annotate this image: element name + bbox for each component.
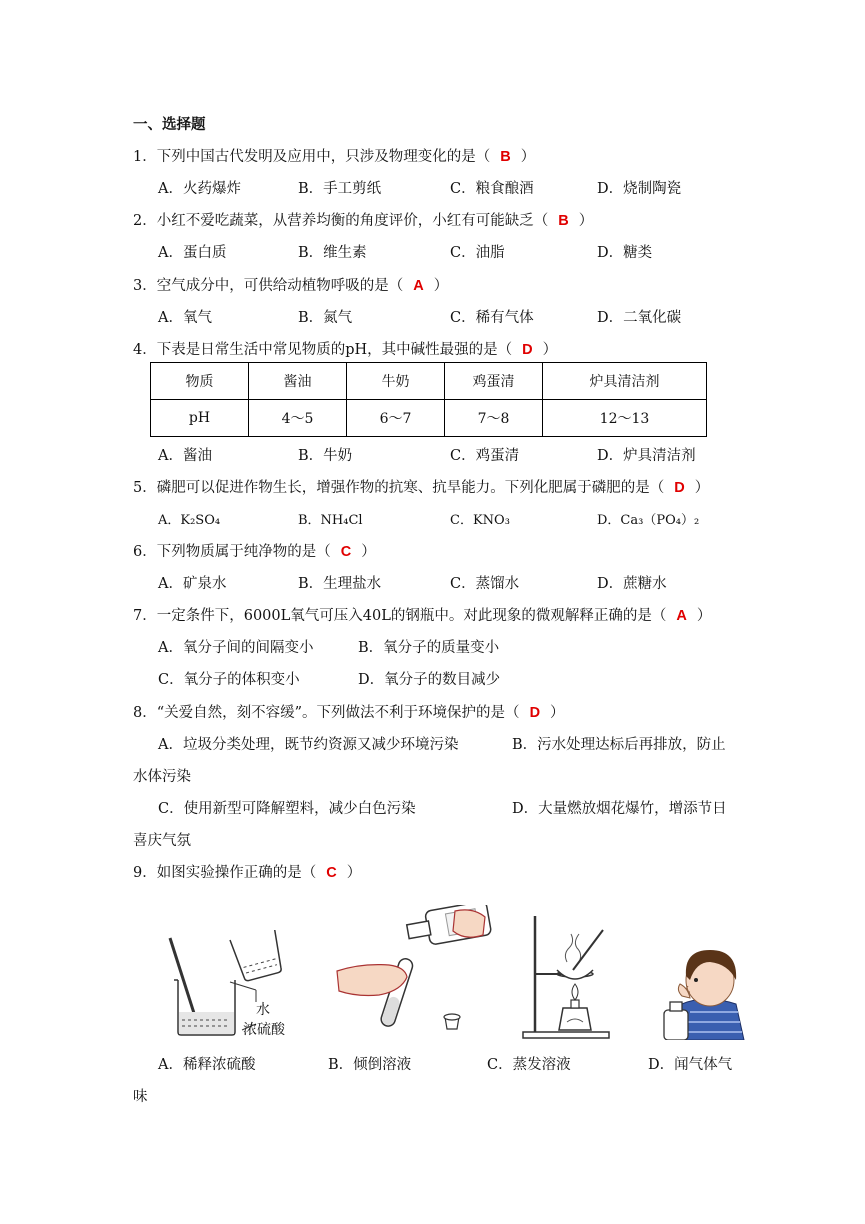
option-d: D．蔗糖水 — [597, 576, 667, 592]
bracket-close: ） — [433, 278, 449, 294]
answer-mark: B — [500, 149, 511, 165]
question-7 — [133, 606, 711, 626]
table-cell: 7～8 — [445, 400, 543, 437]
option-a: A．氧气 — [158, 310, 212, 326]
bracket-close: ） — [542, 342, 558, 358]
option-d: D．炉具清洁剂 — [597, 448, 696, 464]
option-b: B．氧分子的质量变小 — [358, 640, 500, 656]
answer-mark: C — [326, 865, 337, 881]
option-d: D．大量燃放烟花爆竹，增添节日 — [512, 801, 727, 817]
question-stem: 1．下列中国古代发明及应用中，只涉及物理变化的是（ — [133, 149, 491, 165]
question-1 — [133, 147, 535, 167]
option-a: A．矿泉水 — [158, 576, 227, 592]
evaporate-illustration — [515, 912, 615, 1042]
answer-mark: A — [676, 608, 687, 624]
ph-table — [150, 362, 707, 437]
option-d: D．烧制陶瓷 — [597, 181, 682, 197]
option-c: C．粮食酿酒 — [450, 181, 534, 197]
option-d-continued: 味 — [133, 1089, 148, 1105]
table-cell: 物质 — [151, 363, 249, 400]
option-a: A．氧分子间的间隔变小 — [158, 640, 314, 656]
question-stem: 6．下列物质属于纯净物的是（ — [133, 544, 331, 560]
table-cell: pH — [151, 400, 249, 437]
question-8 — [133, 703, 565, 723]
table-row — [151, 363, 707, 400]
answer-mark: C — [340, 544, 352, 560]
option-b: B．氮气 — [298, 310, 353, 326]
option-d: D．闻气体气 — [648, 1057, 733, 1073]
option-b: B．NH₄Cl — [298, 513, 363, 528]
question-stem: 9．如图实验操作正确的是（ — [133, 865, 317, 881]
bracket-close: ） — [696, 608, 712, 624]
table-cell: 炉具清洁剂 — [543, 363, 707, 400]
section-title: 一、选择题 — [133, 117, 206, 133]
option-b: B．牛奶 — [298, 448, 353, 464]
table-cell: 6～7 — [347, 400, 445, 437]
option-b: B．倾倒溶液 — [328, 1057, 412, 1073]
option-d: D．Ca₃（PO₄）₂ — [597, 513, 700, 528]
question-3 — [133, 276, 448, 296]
option-b: B．污水处理达标后再排放，防止 — [512, 737, 726, 753]
table-cell: 鸡蛋清 — [445, 363, 543, 400]
option-c: C．KNO₃ — [450, 513, 510, 528]
label-conc-sulfuric-acid: 浓硫酸 — [243, 1022, 285, 1038]
question-4 — [133, 340, 557, 360]
smell-illustration — [660, 940, 750, 1040]
option-d-continued: 喜庆气氛 — [133, 833, 191, 849]
bracket-close: ） — [361, 544, 376, 560]
option-c: C．蒸馏水 — [450, 576, 520, 592]
question-6 — [133, 542, 376, 562]
table-cell: 牛奶 — [347, 363, 445, 400]
option-a: A．酱油 — [158, 448, 212, 464]
table-cell: 4～5 — [249, 400, 347, 437]
table-cell: 12～13 — [543, 400, 707, 437]
bracket-close: ） — [346, 865, 362, 881]
table-row — [151, 400, 707, 437]
question-2 — [133, 211, 593, 231]
question-stem: 8．“关爱自然，刻不容缓”。下列做法不利于环境保护的是（ — [133, 705, 520, 721]
option-c: C．油脂 — [450, 245, 505, 261]
option-a: A．K₂SO₄ — [158, 513, 221, 528]
option-c: C．氧分子的体积变小 — [158, 672, 300, 688]
option-b: B．生理盐水 — [298, 576, 382, 592]
option-b: B．手工剪纸 — [298, 181, 382, 197]
label-water: 水 — [256, 1002, 270, 1018]
bracket-close: ） — [694, 480, 710, 496]
option-a: A．稀释浓硫酸 — [158, 1057, 256, 1073]
option-a: A．垃圾分类处理，既节约资源又减少环境污染 — [158, 737, 459, 753]
option-c: C．稀有气体 — [450, 310, 534, 326]
question-stem: 5．磷肥可以促进作物生长，增强作物的抗寒、抗旱能力。下列化肥属于磷肥的是（ — [133, 480, 665, 496]
option-d: D．糖类 — [597, 245, 653, 261]
option-a: A．蛋白质 — [158, 245, 227, 261]
option-c: C．蒸发溶液 — [487, 1057, 571, 1073]
answer-mark: A — [413, 278, 424, 294]
table-cell: 酱油 — [249, 363, 347, 400]
pour-illustration — [335, 905, 495, 1040]
answer-mark: D — [674, 480, 685, 496]
option-c: C．鸡蛋清 — [450, 448, 520, 464]
question-stem: 4．下表是日常生活中常见物质的pH，其中碱性最强的是（ — [133, 342, 513, 358]
option-b: B．维生素 — [298, 245, 367, 261]
question-stem: 7．一定条件下，6000L氧气可压入40L的钢瓶中。对此现象的微观解释正确的是（ — [133, 608, 667, 624]
figure-evaporate-solution — [515, 912, 615, 1042]
figure-smell-gas — [660, 940, 750, 1040]
question-9 — [133, 863, 361, 883]
option-b-continued: 水体污染 — [133, 769, 191, 785]
option-c: C．使用新型可降解塑料，减少白色污染 — [158, 801, 416, 817]
figure-pour-solution — [335, 905, 495, 1040]
answer-mark: B — [558, 213, 569, 229]
bracket-close: ） — [578, 213, 594, 229]
answer-mark: D — [529, 705, 541, 721]
option-d: D．氧分子的数目减少 — [358, 672, 501, 688]
question-stem: 2．小红不爱吃蔬菜，从营养均衡的角度评价，小红有可能缺乏（ — [133, 213, 549, 229]
bracket-close: ） — [520, 149, 536, 165]
answer-mark: D — [522, 342, 533, 358]
option-d: D．二氧化碳 — [597, 310, 682, 326]
question-5 — [133, 478, 709, 498]
option-a: A．火药爆炸 — [158, 181, 241, 197]
question-stem: 3．空气成分中，可供给动植物呼吸的是（ — [133, 278, 404, 294]
bracket-close: ） — [550, 705, 565, 721]
